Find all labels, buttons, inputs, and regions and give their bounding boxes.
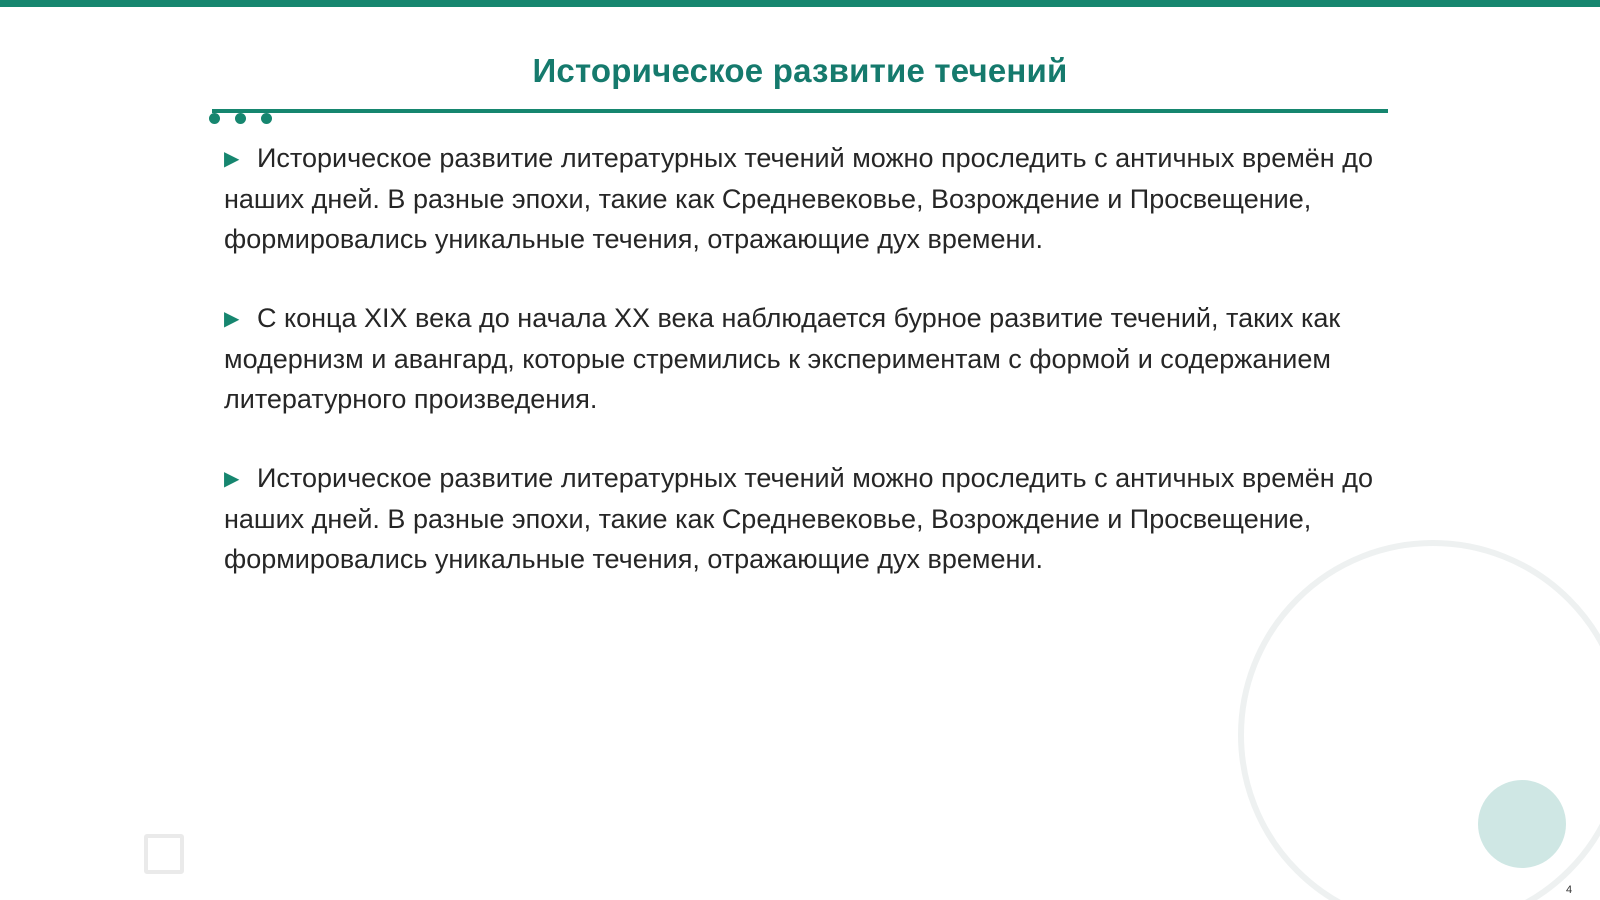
page-number: 4 — [1566, 884, 1573, 896]
decorative-circle — [1478, 780, 1566, 868]
triangle-right-icon: ▶ — [224, 308, 240, 330]
slide-content — [224, 138, 1384, 618]
divider-dot — [209, 113, 220, 124]
triangle-right-icon: ▶ — [224, 148, 240, 170]
paragraph-text: С конца XIX века до начала XX века наблюдается бурное развитие течений, таких как модернизм и авангард, которые стремились к экспериментам с формой и содержанием литературного произведения. — [224, 303, 1341, 414]
divider-dot — [261, 113, 272, 124]
bullet-paragraph — [224, 298, 1384, 419]
decorative-square — [144, 834, 184, 874]
triangle-right-icon: ▶ — [224, 468, 240, 490]
slide-title: Историческое развитие течений — [532, 52, 1068, 89]
bullet-paragraph — [224, 458, 1384, 579]
title-divider — [212, 109, 1388, 113]
bullet-paragraph — [224, 138, 1384, 259]
paragraph-text: Историческое развитие литературных течений можно проследить с античных времён до наших дней. В разные эпохи, такие как Средневековье, Возрождение и Просвещение, формировались уникальные течения, отражающие дух времени. — [224, 463, 1373, 574]
divider-dot — [235, 113, 246, 124]
paragraph-text: Историческое развитие литературных течений можно проследить с античных времён до наших дней. В разные эпохи, такие как Средневековье, Возрождение и Просвещение, формировались уникальные течения, отражающие дух времени. — [224, 143, 1373, 254]
